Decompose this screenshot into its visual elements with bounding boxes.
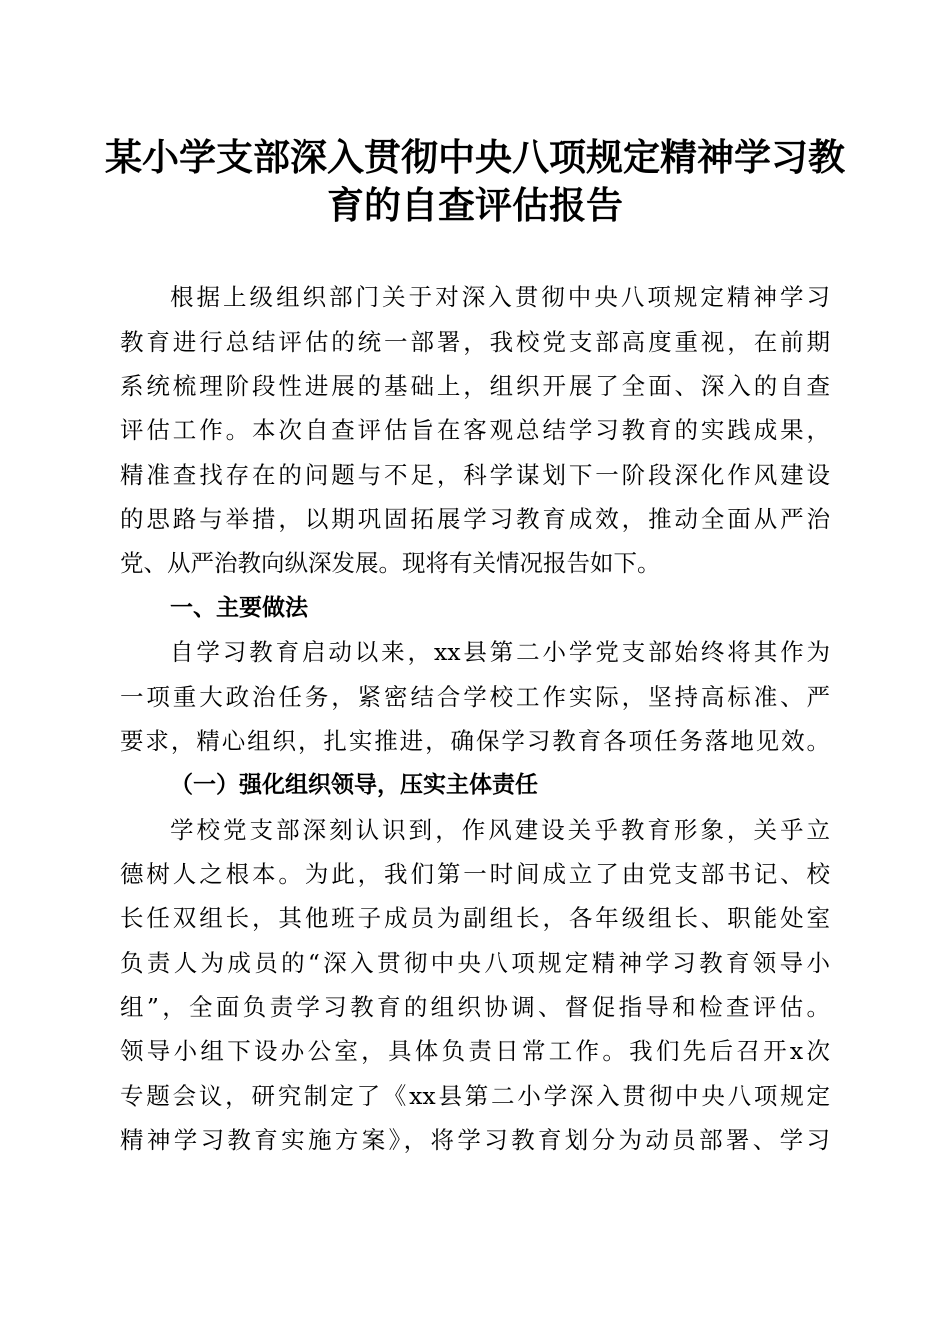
section1-line: 一项重大政治任务，紧密结合学校工作实际，坚持高标准、严 — [120, 683, 830, 711]
subsection1-line: 负责人为成员的“深入贯彻中央八项规定精神学习教育领导小 — [120, 949, 830, 977]
subsection1-line: 德树人之根本。为此，我们第一时间成立了由党支部书记、校 — [120, 860, 830, 888]
section-heading: 一、主要做法 — [170, 595, 308, 621]
subsection1-line: 专题会议，研究制定了《xx县第二小学深入贯彻中央八项规定 — [120, 1082, 830, 1110]
intro-line: 教育进行总结评估的统一部署，我校党支部高度重视，在前期 — [120, 328, 830, 356]
subsection1-line: 长任双组长，其他班子成员为副组长，各年级组长、职能处室 — [120, 904, 830, 932]
subsection1-line: 学校党支部深刻认识到，作风建设关乎教育形象，关乎立 — [170, 816, 830, 844]
document-title-line-2: 育的自查评估报告 — [327, 183, 623, 227]
section1-line: 自学习教育启动以来，xx县第二小学党支部始终将其作为 — [170, 638, 830, 666]
intro-line: 根据上级组织部门关于对深入贯彻中央八项规定精神学习 — [170, 283, 830, 311]
subsection1-line: 领导小组下设办公室，具体负责日常工作。我们先后召开x次 — [120, 1037, 830, 1065]
subsection1-line: 精神学习教育实施方案》，将学习教育划分为动员部署、学习 — [120, 1126, 830, 1154]
intro-line: 的思路与举措，以期巩固拓展学习教育成效，推动全面从严治 — [120, 505, 830, 533]
subsection1-line: 组”，全面负责学习教育的组织协调、督促指导和检查评估。 — [120, 993, 830, 1021]
intro-line: 精准查找存在的问题与不足，科学谋划下一阶段深化作风建设 — [120, 461, 830, 489]
intro-line: 评估工作。本次自查评估旨在客观总结学习教育的实践成果， — [120, 416, 830, 444]
subsection-heading: （一）强化组织领导，压实主体责任 — [170, 771, 538, 798]
section1-line: 要求，精心组织，扎实推进，确保学习教育各项任务落地见效。 — [120, 727, 830, 755]
document-title-line-1: 某小学支部深入贯彻中央八项规定精神学习教 — [105, 135, 845, 179]
intro-line: 党、从严治教向纵深发展。现将有关情况报告如下。 — [120, 549, 661, 577]
intro-line: 系统梳理阶段性进展的基础上，组织开展了全面、深入的自查 — [120, 372, 830, 400]
